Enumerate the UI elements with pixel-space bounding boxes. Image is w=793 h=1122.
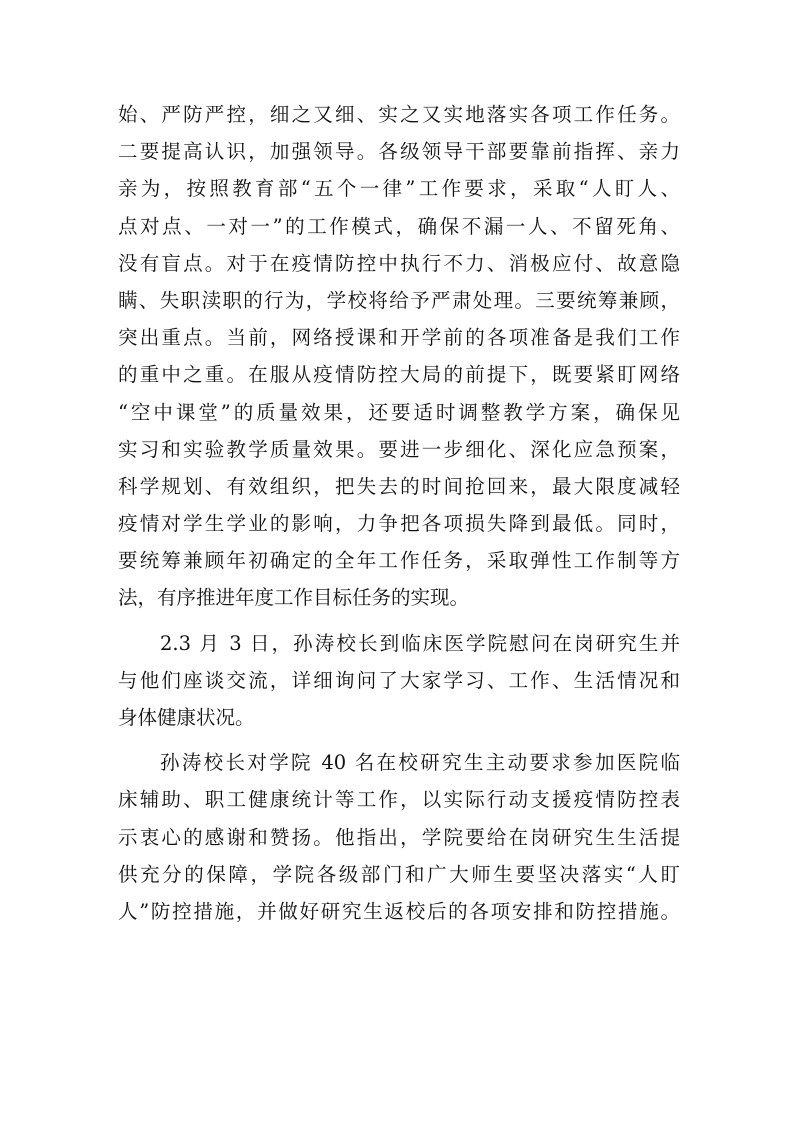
paragraph-spacing — [118, 736, 680, 744]
text-line: “空中课堂”的质量效果，还要适时调整教学方案，确保见 — [118, 400, 680, 424]
text-line: 2.3 月 3 日，孙涛校长到临床医学院慰问在岗研究生并 — [160, 631, 680, 655]
text-line: 示衷心的感谢和赞扬。他指出，学院要给在岗研究生生活提 — [118, 825, 680, 849]
document-body — [118, 96, 680, 930]
text-line: 点对点、一对一”的工作模式，确保不漏一人、不留死角、 — [118, 214, 680, 238]
text-line: 始、严防严控，细之又细、实之又实地落实各项工作任务。 — [118, 103, 680, 126]
text-line: 没有盲点。对于在疫情防控中执行不力、消极应付、故意隐 — [118, 251, 680, 275]
text-line: 供充分的保障，学院各级部门和广大师生要坚决落实“人盯 — [118, 862, 680, 886]
text-line: 疫情对学生学业的影响，力争把各项损失降到最低。同时， — [118, 512, 680, 536]
text-line: 要统筹兼顾年初确定的全年工作任务，采取弹性工作制等方 — [118, 549, 680, 573]
text-line: 科学规划、有效组织，把失去的时间抢回来，最大限度减轻 — [118, 474, 680, 498]
text-line: 瞒、失职渎职的行为，学校将给予严肃处理。三要统筹兼顾， — [118, 288, 680, 312]
text-line: 的重中之重。在服从疫情防控大局的前提下，既要紧盯网络 — [118, 363, 680, 387]
text-line: 突出重点。当前，网络授课和开学前的各项准备是我们工作 — [118, 326, 680, 350]
text-line: 孙涛校长对学院 40 名在校研究生主动要求参加医院临 — [160, 751, 680, 775]
text-line: 身体健康状况。 — [118, 706, 255, 729]
paragraph-spacing — [118, 617, 680, 625]
text-line: 床辅助、职工健康统计等工作，以实际行动支援疫情防控表 — [118, 788, 680, 812]
paragraph-continued — [118, 96, 680, 617]
text-line: 与他们座谈交流，详细询问了大家学习、工作、生活情况和 — [118, 668, 680, 692]
text-line: 实习和实验教学质量效果。要进一步细化、深化应急预案， — [118, 437, 680, 461]
paragraph-news-item — [118, 625, 680, 737]
text-line: 二要提高认识，加强领导。各级领导干部要靠前指挥、亲力 — [118, 140, 680, 164]
text-line: 人”防控措施，并做好研究生返校后的各项安排和防控措施。 — [118, 899, 680, 923]
text-line: 法，有序推进年度工作目标任务的实现。 — [118, 586, 470, 610]
paragraph-body — [118, 744, 680, 930]
text-line: 亲为，按照教育部“五个一律”工作要求，采取“人盯人、 — [118, 177, 680, 201]
